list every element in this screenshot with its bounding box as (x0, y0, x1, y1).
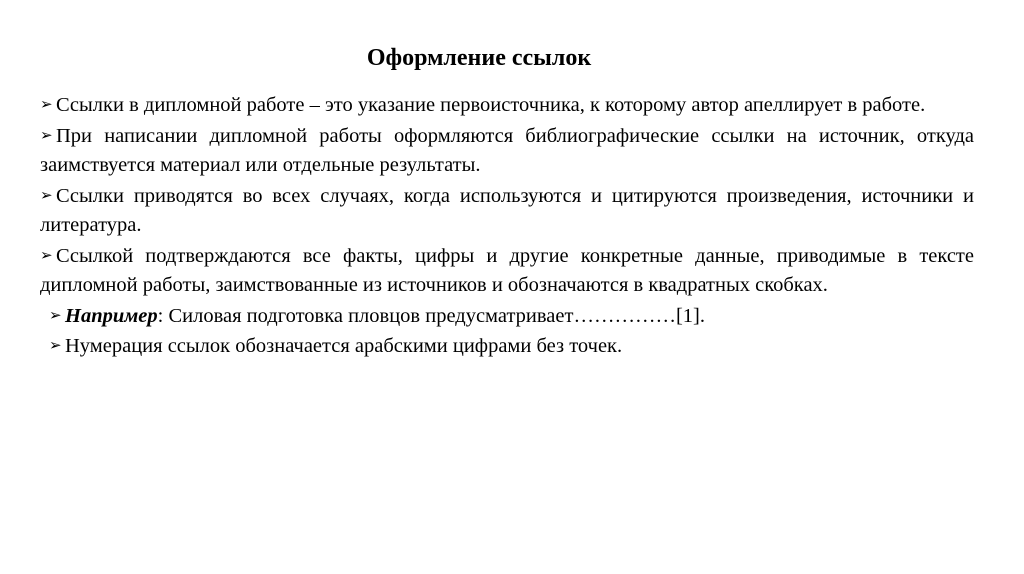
arrow-bullet-icon: ➢ (40, 245, 53, 264)
list-item-example (40, 301, 974, 332)
list-item-text: При написании дипломной работы оформляются библиографические ссылки на источник, откуда заимствуется материал или отдельные результаты. (40, 124, 974, 176)
bullet-list (40, 90, 974, 362)
list-item-text: Ссылки в дипломной работе – это указание первоисточника, к которому автор апеллирует в работе. (56, 94, 926, 116)
arrow-bullet-icon: ➢ (40, 125, 53, 144)
example-label: Например (65, 304, 158, 327)
list-item-text: Нумерация ссылок обозначается арабскими цифрами без точек. (65, 335, 623, 357)
list-item (40, 90, 974, 121)
list-item-text: Ссылкой подтверждаются все факты, цифры и другие конкретные данные, приводимые в тексте дипломной работы, заимствованные из источников и обозначаются в квадратных скобках. (40, 244, 974, 296)
list-item (40, 121, 974, 181)
arrow-bullet-icon: ➢ (40, 185, 53, 204)
list-item (40, 181, 974, 241)
slide-title: Оформление ссылок (366, 45, 592, 71)
arrow-bullet-icon: ➢ (49, 336, 62, 354)
list-item-text: Ссылки приводятся во всех случаях, когда используются и цитируются произведения, источники и литература. (40, 184, 974, 236)
arrow-bullet-icon: ➢ (40, 95, 53, 113)
list-item-text: : Силовая подготовка пловцов предусматривает……………[1]. (157, 304, 705, 327)
list-item (40, 241, 974, 301)
list-item (40, 331, 974, 362)
arrow-bullet-icon: ➢ (49, 305, 62, 324)
